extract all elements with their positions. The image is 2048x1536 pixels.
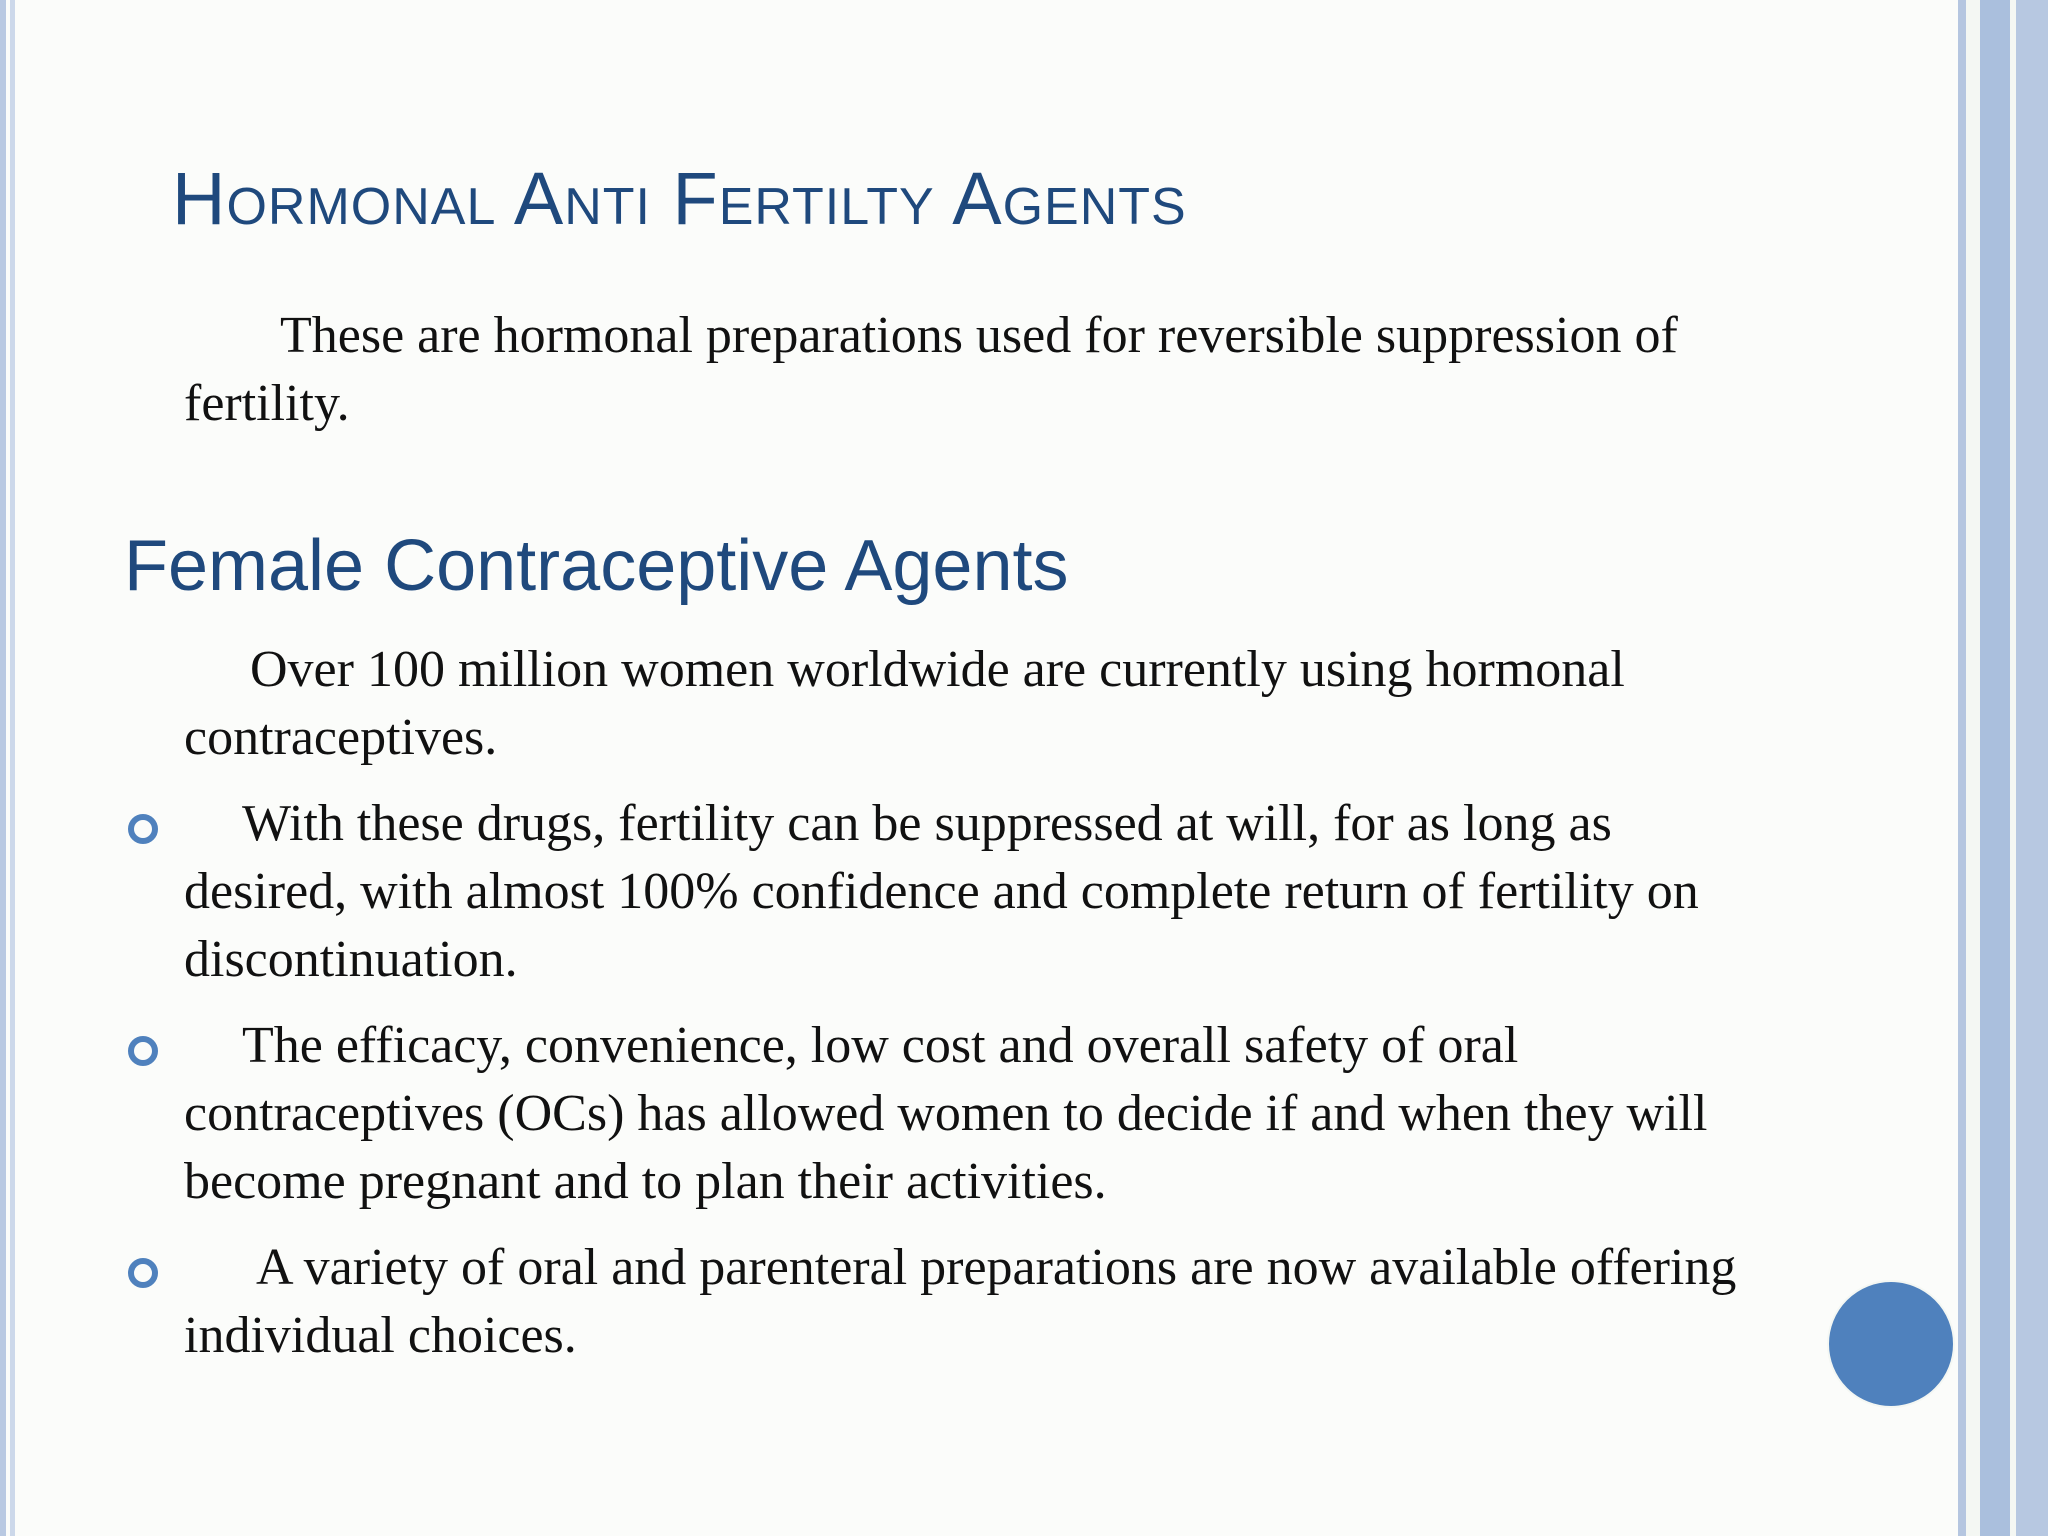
bullet-item-3: A variety of oral and parenteral preparations are now available offering individual choices. [184,1239,1737,1364]
left-border-stripe-inner [10,0,15,1536]
bullet-circle-icon [128,1036,158,1066]
bullet-item-2: The efficacy, convenience, low cost and overall safety of oral contraceptives (OCs) has allowed women to decide if and when they will become pregnant and to plan their activities. [184,1017,1708,1210]
right-decor-gap-1 [1966,0,1980,1536]
bullet-item-1: With these drugs, fertility can be suppressed at will, for as long as desired, with almost 100% confidence and complete return of fertility on discontinuation. [184,795,1699,988]
bullet-circle-icon [128,814,158,844]
lead-paragraph: Over 100 million women worldwide are currently using hormonal contraceptives. [184,641,1625,766]
right-decor-band-1 [1958,0,1966,1536]
intro-paragraph: These are hormonal preparations used for reversible suppression of fertility. [184,307,1678,432]
left-border-stripe [0,0,6,1536]
section-heading: Female Contraceptive Agents [124,526,1069,606]
right-decor-band-2 [1980,0,2010,1536]
bullet-circle-icon [128,1258,158,1288]
right-decor-band-3 [2016,0,2048,1536]
decorative-circle [1827,1280,1955,1408]
slide-title: Hormonal Anti Fertilty Agents [172,157,1187,240]
